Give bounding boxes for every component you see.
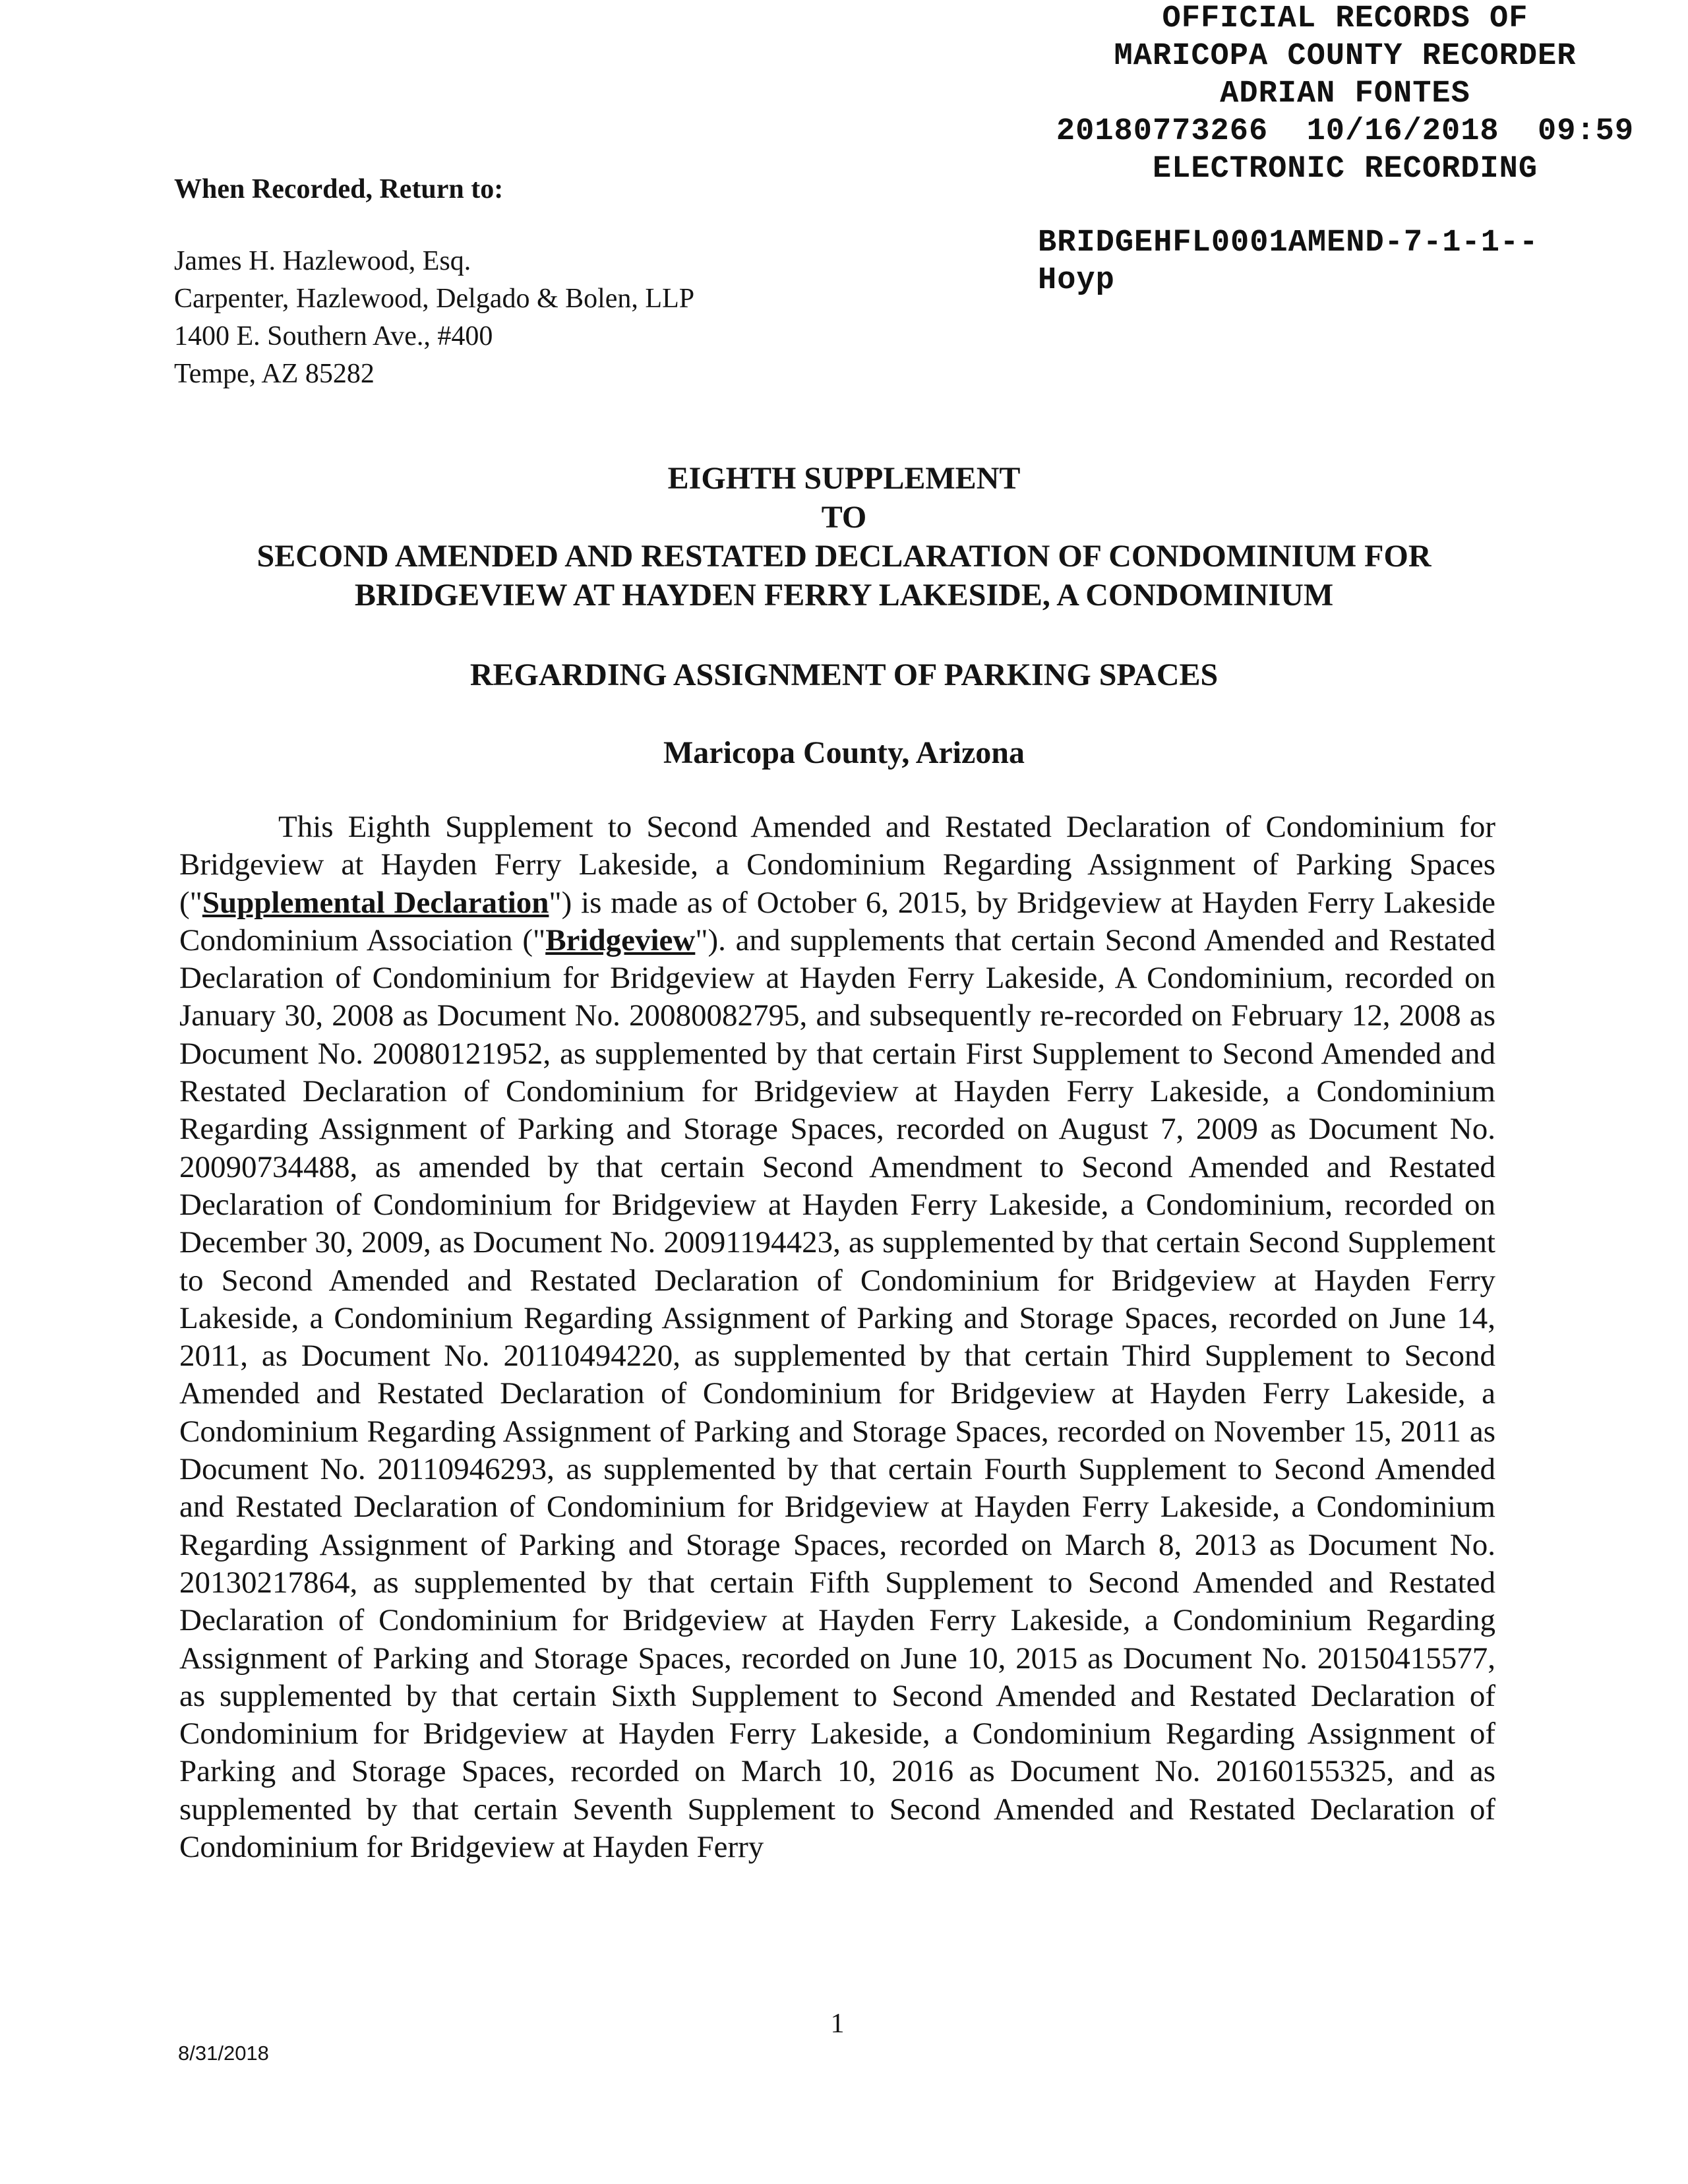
recording-code <box>1038 224 1538 299</box>
return-name: James H. Hazlewood, Esq. <box>174 246 471 276</box>
recording-code-line: BRIDGEHFL0001AMEND-7-1-1-- <box>1038 226 1539 260</box>
defined-term: Bridgeview <box>545 923 696 957</box>
recorder-stamp-line: ELECTRONIC RECORDING <box>1152 152 1538 187</box>
recorder-stamp-line: MARICOPA COUNTY RECORDER <box>1114 39 1577 74</box>
return-firm: Carpenter, Hazlewood, Delgado & Bolen, LLP <box>174 284 695 314</box>
document-subtitle: REGARDING ASSIGNMENT OF PARKING SPACES <box>469 657 1219 692</box>
page-number: 1 <box>830 2009 845 2039</box>
return-address <box>174 243 694 393</box>
title-line: SECOND AMENDED AND RESTATED DECLARATION OF CONDOMINIUM FOR <box>256 539 1432 574</box>
county-heading: Maricopa County, Arizona <box>663 735 1025 770</box>
title-line: BRIDGEVIEW AT HAYDEN FERRY LAKESIDE, A CONDOMINIUM <box>354 578 1334 613</box>
body-text: ") is made as of October 6, 2015, by Bridgeview at Hayden Ferry Lakeside Condominium Association (" <box>179 885 1495 957</box>
footer-date: 8/31/2018 <box>178 2042 269 2065</box>
return-city: Tempe, AZ 85282 <box>174 359 375 389</box>
title-line: EIGHTH SUPPLEMENT <box>667 461 1021 496</box>
recorder-stamp <box>1029 0 1662 188</box>
recorder-stamp-line: ADRIAN FONTES <box>1220 76 1470 111</box>
recording-code-line: Hoyp <box>1038 263 1115 298</box>
recording-number-datetime: 20180773266 10/16/2018 09:59 <box>1056 114 1635 149</box>
document-title <box>158 459 1530 615</box>
defined-term: Supplemental Declaration <box>202 885 549 920</box>
return-street: 1400 E. Southern Ave., #400 <box>174 321 493 351</box>
title-line: TO <box>821 500 867 535</box>
body-paragraph <box>179 808 1495 1866</box>
return-to-heading: When Recorded, Return to: <box>174 174 504 204</box>
body-text: "). and supplements that certain Second Amended and Restated Declaration of Condominium for Bridgeview at Hayden Ferry Lakeside, A Condominium, recorded on January 30, 2008 as Document No. 20080082795, and subsequently re-recorded on February 12, 2008 as Document No. 20080121952, as supplemented by that certain First Supplement to Second Amended and Restated Declaration of Condominium for Bridgeview at Hayden Ferry Lakeside, a Condominium Regarding Assignment of Parking and Storage Spaces, recorded on August 7, 2009 as Document No. 20090734488, as amended by that certain Second Amendment to Second Amended and Restated Declaration of Condominium for Bridgeview at Hayden Ferry Lakeside, a Condominium, recorded on December 30, 2009, as Document No. 20091194423, as supplemented by that certain Second Supplement to Second Amended and Restated Declaration of Condominium for Bridgeview at Hayden Ferry Lakeside, a Condominium Regarding Assignment of Parking and Storage Spaces, recorded on June 14, 2011, as Document No. 20110494220, as supplemented by that certain Third Supplement to Second Amended and Restated Declaration of Condominium for Bridgeview at Hayden Ferry Lakeside, a Condominium Regarding Assignment of Parking and Storage Spaces, recorded on November 15, 2011 as Document No. 20110946293, as supplemented by that certain Fourth Supplement to Second Amended and Restated Declaration of Condominium for Bridgeview at Hayden Ferry Lakeside, a Condominium Regarding Assignment of Parking and Storage Spaces, recorded on March 8, 2013 as Document No. 20130217864, as supplemented by that certain Fifth Supplement to Second Amended and Restated Declaration of Condominium for Bridgeview at Hayden Ferry Lakeside, a Condominium Regarding Assignment of Parking and Storage Spaces, recorded on June 10, 2015 as Document No. 20150415577, as supplemented by that certain Sixth Supplement to Second Amended and Restated Declaration of Condominium for Bridgeview at Hayden Ferry Lakeside, a Condominium Regarding Assignment of Parking and Storage Spaces, recorded on March 10, 2016 as Document No. 20160155325, and as supplemented by that certain Seventh Supplement to Second Amended and Restated Declaration of Condominium for Bridgeview at Hayden Ferry <box>179 923 1495 1865</box>
body-text: This Eighth Supplement to Second Amended and Restated Declaration of Condominium for Bridgeview at Hayden Ferry Lakeside, a Condominium Regarding Assignment of Parking Spaces (" <box>179 810 1495 920</box>
recorder-stamp-line: OFFICIAL RECORDS OF <box>1162 1 1528 36</box>
